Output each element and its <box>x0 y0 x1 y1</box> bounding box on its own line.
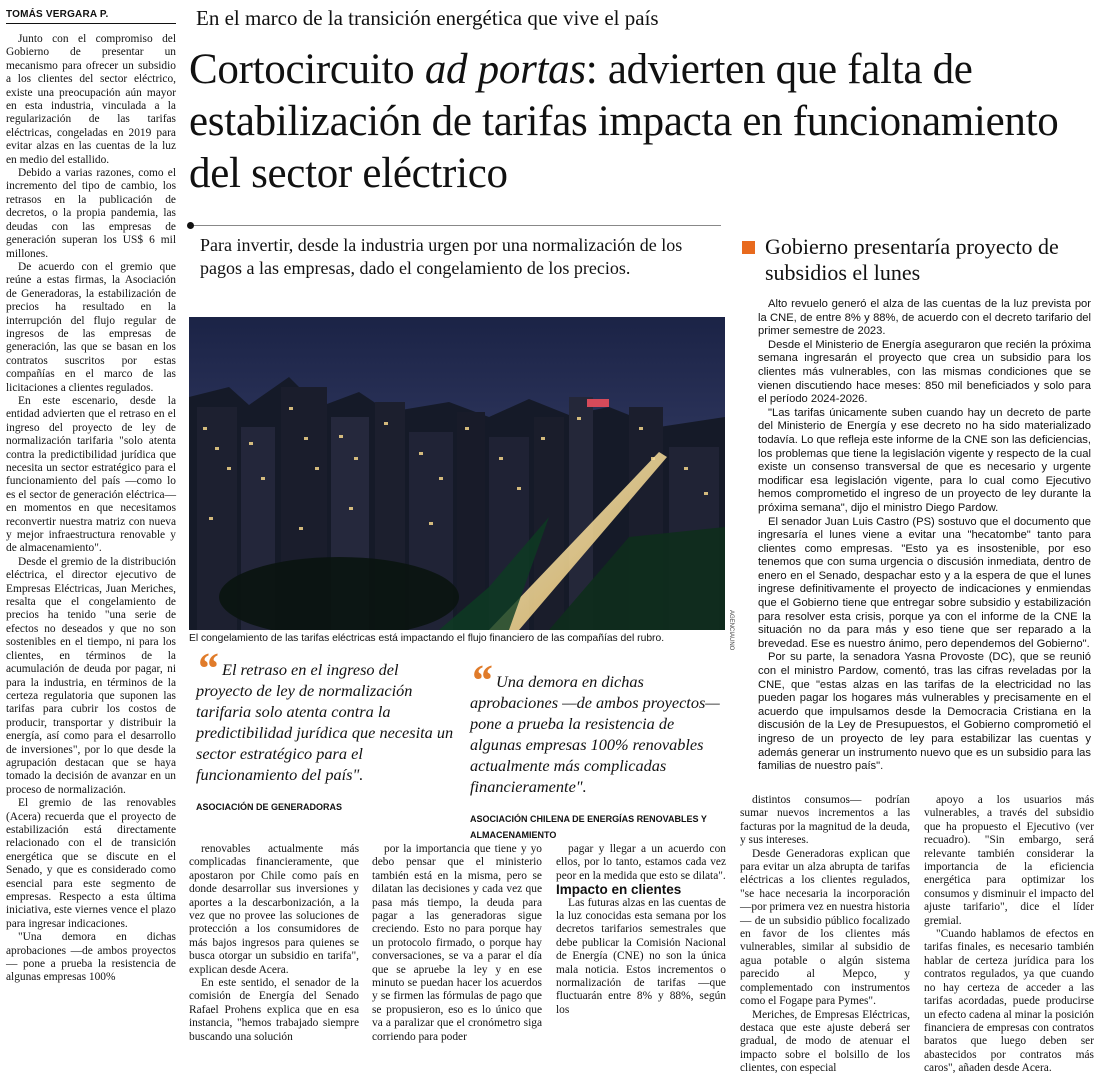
paragraph: Desde el gremio de la distribución eléctrica, el director ejecutivo de Empresas Eléctricas, Juan Meriches, resalta que el congelamiento de precios ha tenido "una serie de efectos no deseados y que no son sostenibles en el tiempo, ni para los clientes, en términos de la acumulación de deuda por pagar, ni para la industria, en términos de la certeza regulatoria que suponen las tarifas para cubrir los costos de producir, transportar y distribuir la energía, así como para el desarrollo de inversiones", por lo que desde la agrupación destacan que se haya tomado la decisión de avanzar en un proceso de normalización. <box>6 555 176 796</box>
headline-italic: ad portas <box>424 46 586 93</box>
paragraph: En este escenario, desde la entidad advierten que el retraso en el ingreso del proyecto de ley de normalización tarifaria "solo atenta contra la predictibilidad jurídica que necesita un sector estratégico para el funcionamiento del país —como lo es el sector de generación eléctrica— en momentos en que necesitamos reconvertir nuestra matriz con nueva y mejor infraestructura renovable y de almacenamiento". <box>6 394 176 555</box>
paragraph: Alto revuelo generó el alza de las cuentas de la luz prevista por la CNE, de entre 8% y 88%, de acuerdo con el decreto tarifario del primer semestre de 2023. <box>758 298 1091 338</box>
pull-quote-1-text: El retraso en el ingreso del proyecto de ley de normalización tarifaria solo atenta contra la predictibilidad jurídica que necesita un sector estratégico para el funcionamiento del país". <box>196 660 454 784</box>
kicker: En el marco de la transición energética que vive el país <box>196 6 659 30</box>
paragraph: Meriches, de Empresas Eléctricas, destaca que este ajuste deberá ser gradual, de modo de atenuar el impacto sobre el bolsillo de los clientes, con especial <box>740 1008 910 1075</box>
paragraph: El gremio de las renovables (Acera) recuerda que el proyecto de estabilización está directamente relacionado con el de transición energética que se discute en el Senado, y que es considerado como esencial para este segmento de empresas. Respecto a esta última iniciativa, este viernes vence el plazo para ingresar indicaciones. <box>6 797 176 930</box>
pull-quote-2-text: Una demora en dichas aprobaciones —de ambos proyectos— pone a prueba la resistencia de algunas empresas 100% renovables actualmente más complicadas financieramente". <box>470 672 720 796</box>
paragraph: apoyo a los usuarios más vulnerables, a través del subsidio que ha propuesto el Ejecutivo (ver recuadro). "Sin embargo, será relevante también considerar la importancia de la eficiencia energética para optimizar los consumos y disminuir el impacto del ajuste tarifario", dice el líder gremial. <box>924 794 1094 927</box>
body-column-5 <box>740 794 910 1076</box>
sidebar-title: Gobierno presentaría proyecto de subsidios el lunes <box>765 234 1059 285</box>
paragraph: por la importancia que tiene y yo debo pensar que el ministerio también está en la misma, pero se dilatan las decisiones y cada vez que pasa más tiempo, la deuda para pagar a las generadoras sigue creciendo. Esto no para porque hay un protocolo firmado, o porque hay conversaciones, se va a parar el día que se apruebe la ley y en ese minuto se puedan hacer los acuerdos y se firmen las fórmulas de pago que se propusieron, eso es lo único que va a paralizar que el cronómetro siga corriendo para poder <box>372 843 542 1043</box>
paragraph: Junto con el compromiso del Gobierno de presentar un mecanismo para ofrecer un subsidio a los clientes del sector eléctrico, existe una preocupación aún mayor en esta industria, vinculada a la regularización de las tarifas eléctricas, congeladas en 2019 para evitar alzas en las cuentas de la luz en medio del estallido. <box>6 33 176 166</box>
paragraph: Debido a varias razones, como el incremento del tipo de cambio, los retrasos en la publicación de decretos, o la propia pandemia, las deudas con las empresas de generación superan los US$ 6 mil millones. <box>6 167 176 260</box>
body-column-2 <box>189 843 359 1044</box>
paragraph: "Las tarifas únicamente suben cuando hay un decreto de parte del Ministerio de Energía y ese decreto no ha sido materializado todavía. Lo que refleja este informe de la CNE son las deficiencias, los problemas que tiene la legislación vigente y respecto de la cual existe un consenso transversal de que es necesario y urgente modificar esa legislación vigente, para lo cual como Ejecutivo hemos comprometido el ingreso de un proyecto de ley durante la próxima semana", dijo el ministro Diego Pardow. <box>758 406 1091 514</box>
headline-part2: : advierten que falta de estabilización de tarifas impacta en funcionamiento del sector eléctrico <box>189 46 1059 197</box>
headline-part1: Cortocircuito <box>189 46 425 93</box>
paragraph: Desde el Ministerio de Energía aseguraron que recién la próxima semana ingresarán el proyecto que crea un subsidio para los clientes más vulnerables, con las mismas condiciones que se vienen discutiendo hace meses: 850 mil beneficiados y solo para el período 2024-2026. <box>758 338 1091 406</box>
paragraph: Las futuras alzas en las cuentas de la luz conocidas esta semana por los decretos tarifarios semestrales que debe publicar la Comisión Nacional de Energía (CNE) no son la única mala noticia. Estos incrementos o normalización de tarifas —que fluctuarán entre 8% y 88%, según los <box>556 896 726 1016</box>
subheading: Impacto en clientes <box>556 882 682 898</box>
body-column-4 <box>556 843 726 1017</box>
body-column-3 <box>372 843 542 1044</box>
headline <box>189 44 1089 200</box>
quote-mark-icon: “ <box>470 656 492 705</box>
sidebar-body <box>758 298 1091 774</box>
paragraph: Desde Generadoras explican que para evitar un alza abrupta de tarifas eléctricas a los clientes regulados, "se hace necesaria la incorporación —por primera vez en nuestra historia— de un subsidio público focalizado en favor de los clientes más vulnerables, similar al subsidio de agua potable o algún sistema parecido al Mepco, y complementado con instrumentos como el Fogape para Pymes". <box>740 847 910 1008</box>
paragraph: renovables actualmente más complicadas financieramente, que apostaron por Chile como país en donde desarrollar sus inversiones y aportes a la descarbonización, a la vez que no provee las soluciones de protección a los consumidores de más bajos ingresos para quienes se busca otorgar un subsidio en tarifa", explican desde Acera. <box>189 843 359 976</box>
city-night-photo <box>189 317 725 630</box>
paragraph: El senador Juan Luis Castro (PS) sostuvo que el documento que ingresaría el lunes viene a evitar una "hecatombe" tanto para clientes como empresas. "Esto ya es insostenible, por eso tenemos que con suma urgencia o discusión inmediata, dentro de enero en el Senado, despachar esto y a la espera de que el lunes ingrese definitivamente el proyecto de indicaciones y enmiendas que el Gobierno tiene que entregar sobre subsidio y estabilización para resolver esta crisis, porque ya con el informe de la CNE la situación no da para más y eso tiene que ser reparado a la brevedad. Ese es nuestro ánimo, pero dependemos del Gobierno". <box>758 515 1091 650</box>
photo-credit: AGENCIAUNO <box>728 610 734 651</box>
byline: TOMÁS VERGARA P. <box>6 9 109 20</box>
quote-mark-icon: “ <box>196 644 218 693</box>
sidebar-accent-square <box>742 241 755 254</box>
paragraph: pagar y llegar a un acuerdo con ellos, por lo tanto, estamos cada vez peor en la medida que esto se dilata". <box>556 843 726 882</box>
deck: Para invertir, desde la industria urgen por una normalización de los pagos a las empresas, dado el congelamiento de los precios. <box>200 235 683 278</box>
pull-quote-1 <box>196 644 454 815</box>
pull-quote-2 <box>470 656 726 843</box>
paragraph: distintos consumos— podrían sumar nuevos incrementos a las facturas por la magnitud de la deuda, y sus intereses. <box>740 794 910 847</box>
byline-rule <box>6 23 176 24</box>
paragraph: En este sentido, el senador de la comisión de Energía del Senado Rafael Prohens explica que en esa instancia, "hemos trabajado siempre buscando una solución <box>189 977 359 1043</box>
paragraph: "Cuando hablamos de efectos en tarifas finales, es necesario también hablar de certeza jurídica para los contratos regulados, ya que cuando no hay certeza de acceder a las tarifas acordadas, puede producirse un efecto cadena al minar la posición financiera de empresas con contratos baratos que luego deben ser abastecidos por contratos más caros", añaden desde Acera. <box>924 928 1094 1075</box>
photo-caption: El congelamiento de las tarifas eléctricas está impactando el flujo financiero de las compañías del rubro. <box>189 633 665 644</box>
body-column-6 <box>924 794 1094 1076</box>
pull-quote-1-source: ASOCIACIÓN DE GENERADORAS <box>196 802 343 812</box>
body-column-left <box>6 33 176 985</box>
deck-rule <box>189 225 721 226</box>
paragraph: De acuerdo con el gremio que reúne a estas firmas, la Asociación de Generadoras, la estabilización de precios ha resultado en la interrupción del flujo regular de ingresos de las empresas de generación, las que se basan en los contratos suscritos por estas compañías en el marco de las licitaciones a clientes regulados. <box>6 260 176 394</box>
pull-quote-2-source: ASOCIACIÓN CHILENA DE ENERGÍAS RENOVABLES Y ALMACENAMIENTO <box>470 814 707 840</box>
paragraph: "Una demora en dichas aprobaciones —de ambos proyectos— pone a prueba la resistencia de algunas empresas 100% <box>6 931 176 984</box>
paragraph: Por su parte, la senadora Yasna Provoste (DC), que se reunió con el ministro Pardow, comentó, tras las cifras reveladas por la CNE, que "estas alzas en las tarifas de la electricidad no las pueden pagar los hogares más vulnerables y precisamente en el acuerdo que impulsamos desde la Democracia Cristiana en la discusión de la Ley de Presupuestos, el Gobierno comprometió el ingreso de un proyecto de ley para estabilizar las cuentas y además generar un instrumento nuevo que es un subsidio para las familias de nuestro país". <box>758 651 1091 773</box>
